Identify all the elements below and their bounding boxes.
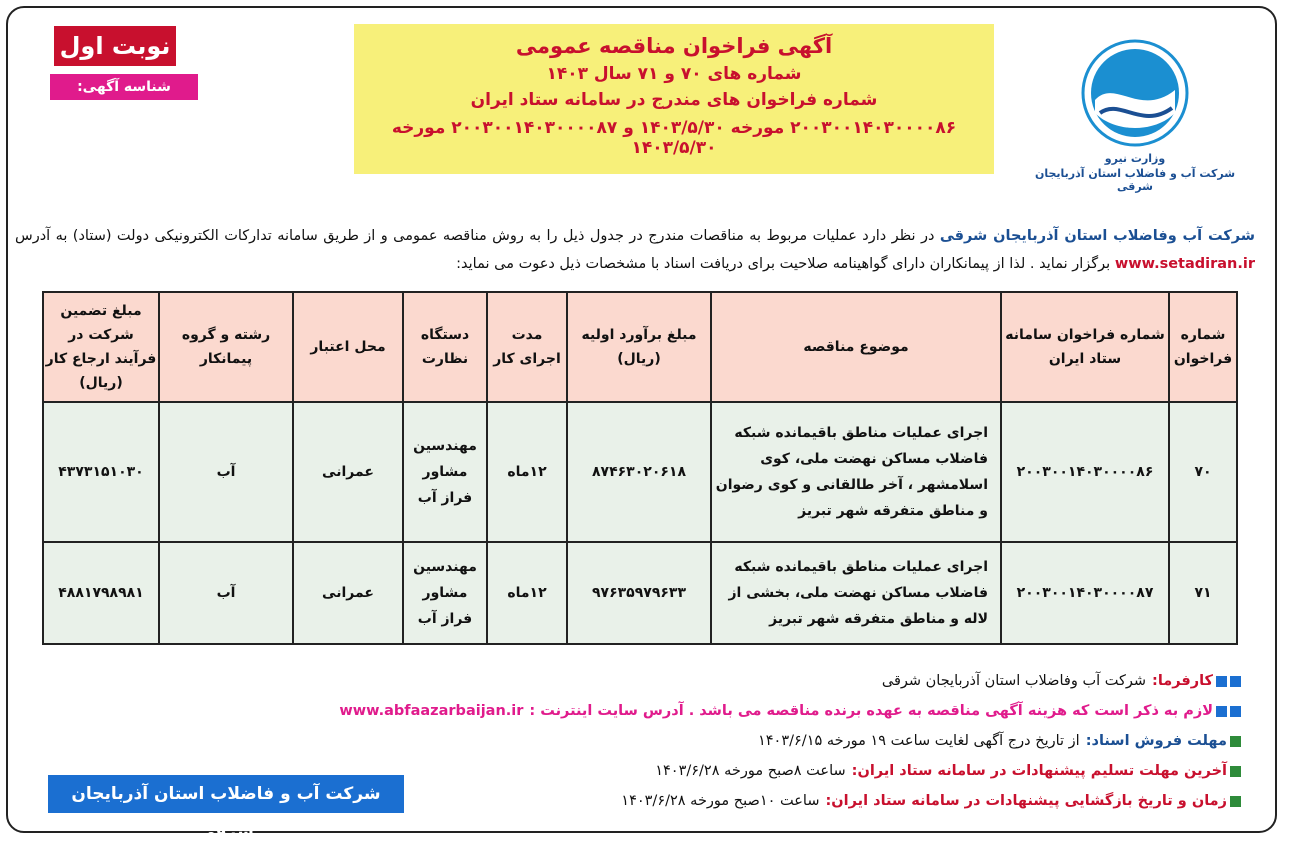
col-estimate: مبلغ برآورد اولیه (ریال) <box>567 292 711 402</box>
note-docs-deadline <box>31 726 1241 756</box>
col-guarantee: مبلغ تضمین شرکت در فرآیند ارجاع کار (ریال) <box>43 292 159 402</box>
col-duration: مدت اجرای کار <box>487 292 567 402</box>
col-supervisor: دستگاه نظارت <box>403 292 487 402</box>
company-logo <box>1025 38 1245 203</box>
col-fund: محل اعتبار <box>293 292 403 402</box>
cell-guarantee: ۴۸۸۱۷۹۸۹۸۱ <box>43 542 159 644</box>
employer-value: شرکت آب وفاضلاب استان آذربایجان شرقی <box>881 673 1147 689</box>
water-drop-logo-icon <box>1080 38 1190 148</box>
ad-cost-text: لازم به ذکر است که هزینه آگهی مناقصه به عهده برنده مناقصه می باشد . آدرس سایت اینترنت : <box>529 703 1213 719</box>
docs-deadline-value: از تاریخ درج آگهی لغایت ساعت ۱۹ مورخه ۱۴۰۳/۶/۱۵ <box>757 733 1080 749</box>
bullet-square-icon <box>1230 676 1241 687</box>
docs-deadline-label: مهلت فروش اسناد: <box>1085 733 1227 749</box>
note-employer <box>31 666 1241 696</box>
col-setad-number: شماره فراخوان سامانه ستاد ایران <box>1001 292 1169 402</box>
cell-estimate: ۸۷۴۶۳۰۲۰۶۱۸ <box>567 402 711 542</box>
ad-id: شناسه آگهی: ۱۷۷۵۴۶۸ <box>50 74 198 100</box>
bullet-square-icon <box>1230 736 1241 747</box>
cell-estimate: ۹۷۶۳۵۹۷۹۶۳۳ <box>567 542 711 644</box>
title-box <box>354 24 994 174</box>
cell-subject: اجرای عملیات مناطق باقیمانده شبکه فاضلاب مساکن نهضت ملی، بخشی از لاله و مناطق متفرقه شهر تبریز <box>711 542 1001 644</box>
bullet-square-icon <box>1216 676 1227 687</box>
opening-time-label: زمان و تاریخ بازگشایی پیشنهادات در سامانه ستاد ایران: <box>825 793 1227 809</box>
cell-duration: ۱۲ماه <box>487 542 567 644</box>
col-call-number: شماره فراخوان <box>1169 292 1237 402</box>
first-round-badge: نوبت اول <box>54 26 176 66</box>
ministry-name: وزارت نیرو <box>1104 152 1166 165</box>
cell-field: آب <box>159 402 293 542</box>
submit-deadline-label: آخرین مهلت تسلیم پیشنهادات در سامانه ستاد ایران: <box>851 763 1227 779</box>
cell-setad-number: ۲۰۰۳۰۰۱۴۰۳۰۰۰۰۸۶ <box>1001 402 1169 542</box>
cell-call-number: ۷۱ <box>1169 542 1237 644</box>
table-row <box>43 542 1237 644</box>
col-subject: موضوع مناقصه <box>711 292 1001 402</box>
company-name: شرکت آب وفاضلاب استان آذربایجان شرقی <box>939 228 1256 244</box>
submit-deadline-value: ساعت ۸صبح مورخه ۱۴۰۳/۶/۲۸ <box>655 763 846 779</box>
opening-time-value: ساعت ۱۰صبح مورخه ۱۴۰۳/۶/۲۸ <box>621 793 820 809</box>
cell-fund: عمرانی <box>293 402 403 542</box>
cell-call-number: ۷۰ <box>1169 402 1237 542</box>
footer-company-name: شرکت آب و فاضلاب استان آذربایجان شرقی <box>48 775 404 813</box>
company-website-link[interactable]: www.abfaazarbaijan.ir <box>339 703 524 719</box>
bullet-square-icon <box>1216 706 1227 717</box>
bullet-square-icon <box>1230 706 1241 717</box>
setad-line: شماره فراخوان های مندرج در سامانه ستاد ایران <box>470 90 878 110</box>
cell-guarantee: ۴۳۷۳۱۵۱۰۳۰ <box>43 402 159 542</box>
cell-fund: عمرانی <box>293 542 403 644</box>
table-row <box>43 402 1237 542</box>
intro-paragraph <box>15 222 1255 278</box>
intro-text-1: در نظر دارد عملیات مربوط به مناقصات مندرج در جدول ذیل را به روش مناقصه عمومی و از طریق سامانه تدارکات الکترونیکی دولت (ستاد) به آدرس <box>15 228 935 244</box>
logo-company-name: شرکت آب و فاضلاب استان آذربایجان شرقی <box>1034 167 1236 193</box>
cell-subject: اجرای عملیات مناطق باقیمانده شبکه فاضلاب مساکن نهضت ملی، کوی اسلامشهر ، آخر طالقانی و کوی رضوان و مناطق متفرقه شهر تبریز <box>711 402 1001 542</box>
ad-page <box>6 6 1277 842</box>
cell-setad-number: ۲۰۰۳۰۰۱۴۰۳۰۰۰۰۸۷ <box>1001 542 1169 644</box>
cell-supervisor: مهندسین مشاور فراز آب <box>403 542 487 644</box>
bullet-square-icon <box>1230 796 1241 807</box>
table-header-row <box>43 292 1237 402</box>
tender-table <box>42 291 1238 645</box>
cell-supervisor: مهندسین مشاور فراز آب <box>403 402 487 542</box>
cell-field: آب <box>159 542 293 644</box>
ad-numbers: شماره های ۷۰ و ۷۱ سال ۱۴۰۳ <box>546 64 802 84</box>
note-ad-cost <box>31 696 1241 726</box>
ad-title: آگهی فراخوان مناقصه عمومی <box>515 34 833 58</box>
intro-text-2: برگزار نماید . لذا از پیمانکاران دارای گواهینامه صلاحیت برای دریافت اسناد با مشخصات ذیل دعوت می نماید: <box>456 256 1111 272</box>
cell-duration: ۱۲ماه <box>487 402 567 542</box>
col-field: رشته و گروه پیمانکار <box>159 292 293 402</box>
setad-codes: ۲۰۰۳۰۰۱۴۰۳۰۰۰۰۸۶ مورخه ۱۴۰۳/۵/۳۰ و ۲۰۰۳۰۰۱۴۰۳۰۰۰۰۸۷ مورخه ۱۴۰۳/۵/۳۰ <box>391 118 957 158</box>
setad-website-link[interactable]: www.setadiran.ir <box>1114 256 1255 272</box>
employer-label: کارفرما: <box>1152 673 1213 689</box>
bullet-square-icon <box>1230 766 1241 777</box>
